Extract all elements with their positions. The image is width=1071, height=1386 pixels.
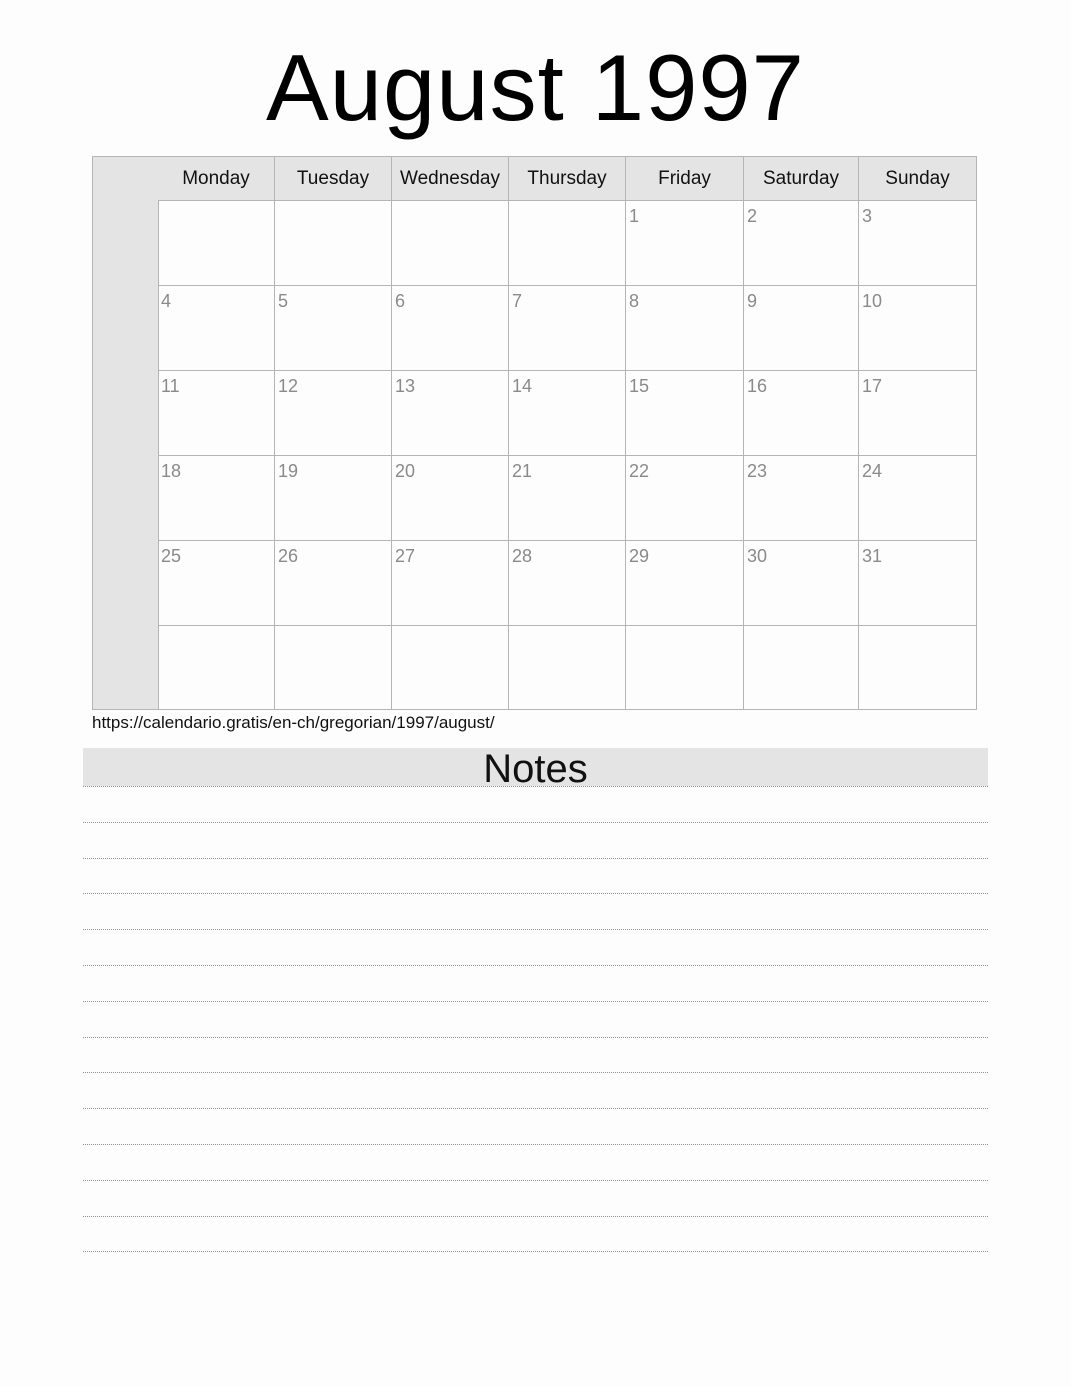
weekday-sunday: Sunday bbox=[885, 168, 950, 189]
day-number: 22 bbox=[629, 461, 650, 481]
day-number: 19 bbox=[278, 461, 299, 481]
weekday-thursday: Thursday bbox=[509, 157, 626, 200]
day-cell bbox=[392, 626, 509, 710]
day-cell bbox=[859, 201, 976, 285]
notes-line bbox=[83, 1072, 988, 1073]
day-number: 17 bbox=[862, 376, 883, 396]
day-cell bbox=[275, 626, 392, 710]
notes-line bbox=[83, 786, 988, 787]
notes-line bbox=[83, 965, 988, 966]
week-row bbox=[158, 371, 976, 456]
day-cell bbox=[744, 201, 859, 285]
source-url: https://calendario.gratis/en-ch/gregorian/1997/august/ bbox=[92, 713, 495, 732]
notes-line bbox=[83, 1037, 988, 1038]
day-number: 14 bbox=[512, 376, 533, 396]
day-number: 10 bbox=[862, 291, 883, 311]
day-cell bbox=[509, 626, 626, 710]
day-cell bbox=[626, 371, 744, 455]
weekday-saturday: Saturday bbox=[744, 157, 859, 200]
day-number: 4 bbox=[161, 291, 172, 311]
day-number: 5 bbox=[278, 291, 289, 311]
day-cell bbox=[275, 201, 392, 285]
week-row bbox=[158, 626, 976, 710]
day-cell bbox=[509, 541, 626, 625]
day-cell bbox=[275, 371, 392, 455]
day-number: 12 bbox=[278, 376, 299, 396]
day-cell bbox=[392, 286, 509, 370]
day-number: 21 bbox=[512, 461, 533, 481]
day-cell bbox=[509, 371, 626, 455]
day-number: 28 bbox=[512, 546, 533, 566]
day-number: 18 bbox=[161, 461, 182, 481]
day-cell bbox=[626, 541, 744, 625]
day-number: 26 bbox=[278, 546, 299, 566]
notes-line bbox=[83, 1251, 988, 1252]
page-title: August 1997 bbox=[266, 35, 805, 140]
notes-line bbox=[83, 1144, 988, 1145]
weekday-friday: Friday bbox=[626, 157, 744, 200]
week-row bbox=[158, 456, 976, 541]
day-number: 30 bbox=[747, 546, 768, 566]
day-cell bbox=[509, 201, 626, 285]
day-cell bbox=[859, 626, 976, 710]
day-cell bbox=[626, 456, 744, 540]
day-number: 1 bbox=[629, 206, 640, 226]
day-cell bbox=[158, 371, 275, 455]
day-cell bbox=[744, 286, 859, 370]
day-number: 27 bbox=[395, 546, 416, 566]
notes-line bbox=[83, 1180, 988, 1181]
day-number: 25 bbox=[161, 546, 182, 566]
day-number: 13 bbox=[395, 376, 416, 396]
day-number: 16 bbox=[747, 376, 768, 396]
day-number: 20 bbox=[395, 461, 416, 481]
day-cell bbox=[744, 371, 859, 455]
day-cell bbox=[158, 456, 275, 540]
day-cell bbox=[392, 201, 509, 285]
day-cell bbox=[509, 456, 626, 540]
notes-line bbox=[83, 822, 988, 823]
day-cell bbox=[626, 201, 744, 285]
day-cell bbox=[626, 286, 744, 370]
day-number: 9 bbox=[747, 291, 758, 311]
day-cell bbox=[859, 286, 976, 370]
day-cell bbox=[158, 201, 275, 285]
notes-line bbox=[83, 858, 988, 859]
day-cell bbox=[392, 541, 509, 625]
day-cell bbox=[392, 456, 509, 540]
notes-line bbox=[83, 929, 988, 930]
calendar-grid bbox=[92, 156, 977, 710]
notes-line bbox=[83, 1216, 988, 1217]
day-cell bbox=[859, 456, 976, 540]
day-cell bbox=[626, 626, 744, 710]
day-cell bbox=[744, 456, 859, 540]
day-cell bbox=[859, 541, 976, 625]
notes-line bbox=[83, 1001, 988, 1002]
weekday-wednesday: Wednesday bbox=[392, 157, 509, 200]
day-number: 7 bbox=[512, 291, 523, 311]
day-cell bbox=[275, 541, 392, 625]
day-cell bbox=[158, 541, 275, 625]
week-number-column bbox=[93, 157, 159, 709]
weekday-header-row bbox=[158, 157, 976, 201]
day-number: 6 bbox=[395, 291, 406, 311]
day-number: 2 bbox=[747, 206, 758, 226]
notes-line bbox=[83, 893, 988, 894]
day-number: 11 bbox=[161, 376, 180, 396]
day-number: 15 bbox=[629, 376, 650, 396]
day-number: 24 bbox=[862, 461, 883, 481]
week-row bbox=[158, 541, 976, 626]
notes-title: Notes bbox=[83, 748, 988, 786]
day-cell bbox=[859, 371, 976, 455]
day-number: 31 bbox=[862, 546, 883, 566]
weekday-tuesday: Tuesday bbox=[275, 157, 392, 200]
day-number: 23 bbox=[747, 461, 768, 481]
day-grid bbox=[158, 201, 976, 710]
day-cell bbox=[275, 286, 392, 370]
day-number: 3 bbox=[862, 206, 873, 226]
week-row bbox=[158, 201, 976, 286]
day-cell bbox=[392, 371, 509, 455]
week-row bbox=[158, 286, 976, 371]
day-cell bbox=[158, 286, 275, 370]
day-cell bbox=[275, 456, 392, 540]
day-cell bbox=[158, 626, 275, 710]
day-number: 29 bbox=[629, 546, 650, 566]
day-number: 8 bbox=[629, 291, 640, 311]
notes-line bbox=[83, 1108, 988, 1109]
day-cell bbox=[744, 541, 859, 625]
day-cell bbox=[744, 626, 859, 710]
weekday-monday: Monday bbox=[158, 157, 275, 200]
day-cell bbox=[509, 286, 626, 370]
